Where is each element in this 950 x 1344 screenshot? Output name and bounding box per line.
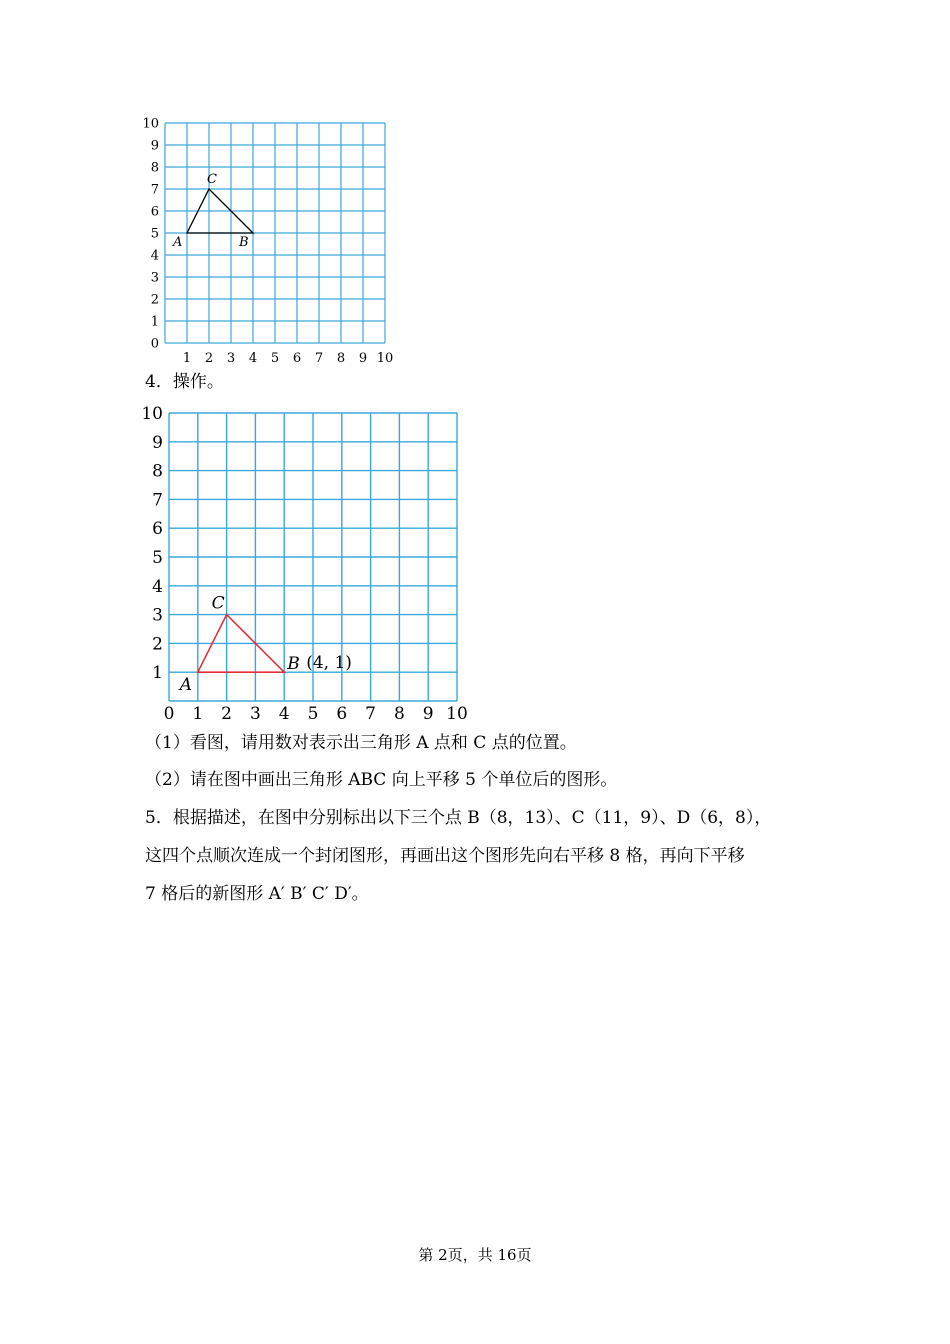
x-tick-label: 1 — [192, 704, 204, 724]
vertex-label-a: A — [173, 235, 183, 250]
vertex-label-a: A — [179, 675, 193, 696]
y-tick-label: 3 — [152, 605, 163, 626]
point-b-coordinate: (4, 1) — [306, 653, 352, 674]
x-tick-label: 6 — [292, 351, 302, 366]
x-tick-label: 5 — [307, 704, 319, 724]
vertex-label-b: B — [239, 235, 249, 250]
x-tick-label: 1 — [182, 351, 192, 366]
y-tick-label: 0 — [150, 336, 159, 352]
x-tick-label: 5 — [270, 351, 280, 366]
vertex-label-c: C — [211, 593, 225, 614]
y-tick-label: 6 — [152, 519, 163, 540]
x-tick-label: 4 — [248, 351, 258, 366]
question-5-line-2: 这四个点顺次连成一个封闭图形，再画出这个图形先向右平移 8 格，再向下平移 — [145, 846, 745, 866]
x-tick-label: 8 — [336, 351, 346, 366]
y-tick-label: 9 — [150, 138, 159, 154]
question-5-line-3: 7 格后的新图形 A′ B′ C′ D′。 — [145, 884, 369, 904]
y-tick-label: 5 — [152, 547, 163, 568]
vertex-label-b: B — [287, 654, 300, 675]
x-tick-label: 7 — [365, 704, 377, 724]
y-tick-label: 1 — [152, 663, 163, 684]
x-tick-label: 3 — [249, 704, 261, 724]
y-tick-label: 10 — [142, 116, 159, 132]
question-4-title: 4．操作。 — [145, 372, 224, 392]
y-tick-label: 4 — [152, 576, 163, 597]
y-tick-label: 2 — [152, 634, 163, 655]
x-tick-label: 6 — [336, 704, 348, 724]
x-tick-label: 2 — [221, 704, 233, 724]
question-5-line-1: 5．根据描述，在图中分别标出以下三个点 B（8，13）、C（11，9）、D（6，8）， — [145, 808, 772, 828]
sub-question-2: （2）请在图中画出三角形 ABC 向上平移 5 个单位后的图形。 — [145, 770, 618, 790]
y-tick-label: 4 — [150, 248, 159, 264]
y-tick-label: 5 — [150, 226, 159, 242]
x-tick-label: 2 — [204, 351, 214, 366]
y-tick-label: 7 — [152, 490, 163, 511]
x-tick-label: 10 — [446, 704, 468, 724]
x-tick-label: 0 — [163, 704, 175, 724]
y-tick-label: 2 — [150, 292, 159, 308]
y-tick-label: 8 — [152, 461, 163, 482]
x-tick-label: 9 — [422, 704, 434, 724]
y-tick-label: 8 — [150, 160, 159, 176]
y-tick-label: 9 — [152, 432, 163, 453]
x-tick-label: 9 — [358, 351, 368, 366]
y-tick-label: 7 — [150, 182, 159, 198]
y-tick-label: 6 — [150, 204, 159, 220]
x-tick-label: 8 — [393, 704, 405, 724]
sub-question-1: （1）看图，请用数对表示出三角形 A 点和 C 点的位置。 — [145, 733, 577, 753]
x-tick-label: 10 — [376, 351, 394, 366]
x-tick-label: 3 — [226, 351, 236, 366]
y-tick-label: 1 — [150, 314, 159, 330]
x-tick-label: 4 — [278, 704, 290, 724]
y-tick-label: 10 — [141, 403, 163, 424]
x-tick-label: 7 — [314, 351, 324, 366]
y-tick-label: 3 — [150, 270, 159, 286]
vertex-label-c: C — [207, 172, 217, 187]
page-footer: 第 2页，共 16页 — [418, 1246, 532, 1264]
